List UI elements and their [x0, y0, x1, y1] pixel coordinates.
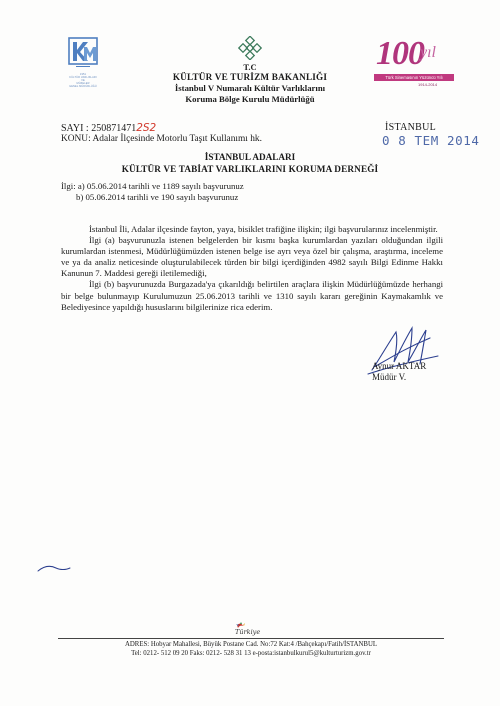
- left-logo-caption-line: 1951: [79, 73, 87, 76]
- signer-title: Müdür V.: [372, 372, 407, 382]
- reference-list: [61, 181, 244, 203]
- ilgi-item-a: İlgi: a) 05.06.2014 tarihli ve 1189 sayılı başvurunuz: [61, 181, 244, 191]
- board-name: Koruma Bölge Kurulu Müdürlüğü: [185, 93, 315, 104]
- anniversary-banner: Türk Sinemasının Yüzüncü Yılı: [374, 74, 454, 81]
- turkiye-logo-icon: [229, 621, 269, 637]
- footer-address: ADRES: Hobyar Mahallesi, Büyük Postane Cad. No:72 Kat:4 /Bahçekapı/Fatih/İSTANBUL: [124, 641, 378, 648]
- body-paragraph: İstanbul İli, Adalar ilçesinde fayton, yaya, bisiklet trafiğine ilişkin; ilgi başvurularınız incelenmiştir.: [89, 224, 438, 234]
- recipient-line: KÜLTÜR VE TABİAT VARLIKLARINI KORUMA DERNEĞİ: [121, 163, 379, 174]
- handwritten-number: 2S2: [136, 122, 157, 134]
- ministry-name: KÜLTÜR VE TURİZM BAKANLIĞI: [172, 72, 328, 82]
- left-logo-caption-line: KÜLTÜR VARLIKLARI: [69, 76, 97, 80]
- left-logo-caption-line: VE: [81, 79, 85, 83]
- tc-label: T.C: [243, 62, 257, 72]
- left-logo-caption-line: GENEL MÜDÜRLÜĞÜ: [69, 85, 97, 89]
- directorate-name: İstanbul V Numaralı Kültür Varlıklarını: [174, 83, 326, 93]
- ministry-heading: [100, 62, 400, 104]
- anniversary-number: 100: [376, 35, 424, 72]
- km-emblem-icon: [68, 37, 98, 71]
- signer-name: Aynur AKTAR: [372, 361, 427, 371]
- sayi-label: SAYI : 250871471: [61, 123, 137, 134]
- anniversary-suffix: yıl: [420, 44, 436, 61]
- anniversary-years: 1914-2014: [418, 81, 438, 87]
- pen-mark: [36, 562, 72, 576]
- city-label: İSTANBUL: [385, 122, 437, 133]
- letter-body: [61, 224, 443, 313]
- footer-logo-text: Türkiye: [235, 628, 261, 636]
- cinema-100-year-logo: [370, 36, 456, 92]
- ministry-knot-emblem-icon: [238, 36, 262, 60]
- body-paragraph: İlgi (a) başvurunuzla istenen belgelerden bir kısmı başka kurumlardan yazıları olduğundan ilgili kurumlardan istenmesi, Müdürlüğümüzden istenen belge ise ayrı veya özel bir çalışma, araştırma, inceleme ve ya da analiz neticesinde oluşturulabilecek türden bir bilgi içerdiğinden 4982 sayılı Bilgi Edinme Hakkı Kanunun 7. Maddesi gereği iletilemediği,: [61, 235, 443, 279]
- ilgi-item-b: b) 05.06.2014 tarihli ve 190 sayılı başvurunuz: [76, 192, 239, 202]
- left-logo-caption-line: MÜZELER: [76, 82, 90, 86]
- subject-line: KONU: Adalar İlçesinde Motorlu Taşıt Kullanımı hk.: [61, 134, 262, 144]
- footer-divider: [58, 638, 444, 639]
- recipient-line: İSTANBUL ADALARI: [204, 152, 296, 162]
- footer-contact: [58, 640, 444, 658]
- footer-contact-line: Tel: 0212- 512 09 20 Faks: 0212- 528 31 13 e-posta:istanbulkurul5@kulturturizm.gov.tr: [131, 650, 371, 657]
- body-paragraph: İlgi (b) başvurunuzda Burgazada'ya çıkarıldığı belirtilen araçlara ilişkin Müdürlüğümüzde herhangi bir belge bulunmayıp Kurulumuzun 25.06.2013 tarihli ve 1310 sayılı kararı gereğinin Kaymakamlık ve Belediyesince yapıldığı hususlarını bilgilerinize rica ederim.: [61, 279, 443, 312]
- date-stamp: 0 8 TEM 2014: [382, 133, 480, 148]
- recipient-block: [60, 152, 440, 175]
